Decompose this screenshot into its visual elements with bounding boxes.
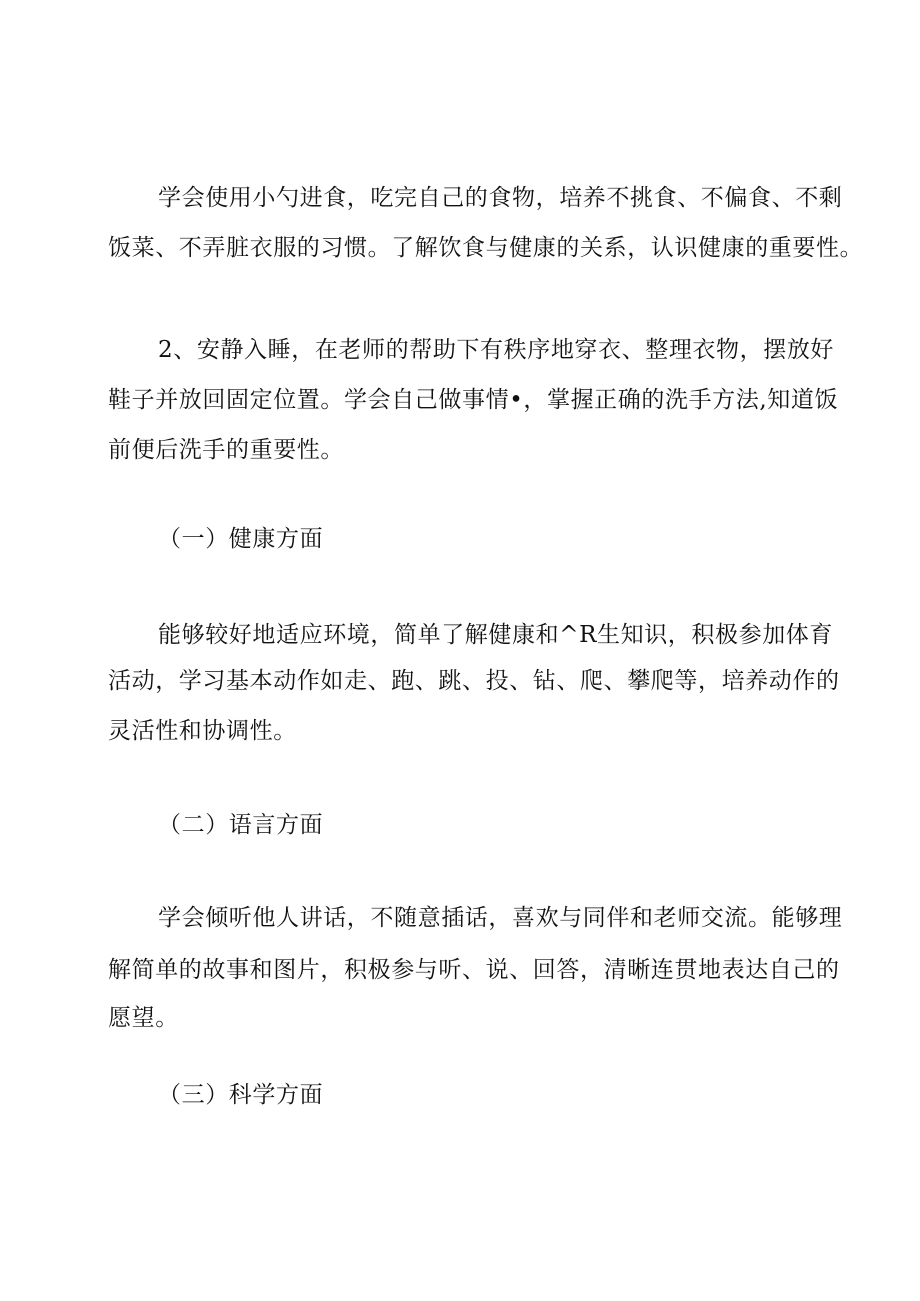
paragraph-line: 解简单的故事和图片，积极参与听、说、回答，清晰连贯地表达自己的 — [108, 957, 840, 983]
paragraph-line: 能够较好地适应环境，简单了解健康和^R生知识，积极参加体育 — [158, 622, 833, 648]
paragraph-line: 鞋子并放回固定位置。学会自己做事情•，掌握正确的洗手方法,知道饭 — [108, 387, 839, 413]
paragraph-line: 前便后洗手的重要性。 — [108, 437, 344, 463]
section-heading-science: （三）科学方面 — [158, 1082, 324, 1108]
paragraph-line: 学会使用小勺进食，吃完自己的食物，培养不挑食、不偏食、不剩 — [158, 185, 843, 211]
section-heading-language: （二）语言方面 — [158, 812, 324, 838]
paragraph-line: 2、安静入睡，在老师的帮助下有秩序地穿衣、整理衣物，摆放好 — [158, 337, 835, 363]
paragraph-line: 饭菜、不弄脏衣服的习惯。了解饮食与健康的关系，认识健康的重要性。 — [108, 235, 864, 261]
paragraph-line: 灵活性和协调性。 — [108, 718, 297, 744]
paragraph-line: 活动，学习基本动作如走、跑、跳、投、钻、爬、攀爬等，培养动作的 — [108, 668, 840, 694]
paragraph-line: 学会倾听他人讲话，不随意插话，喜欢与同伴和老师交流。能够理 — [158, 905, 843, 931]
section-heading-health: （一）健康方面 — [158, 526, 324, 552]
paragraph-line: 愿望。 — [108, 1005, 179, 1031]
